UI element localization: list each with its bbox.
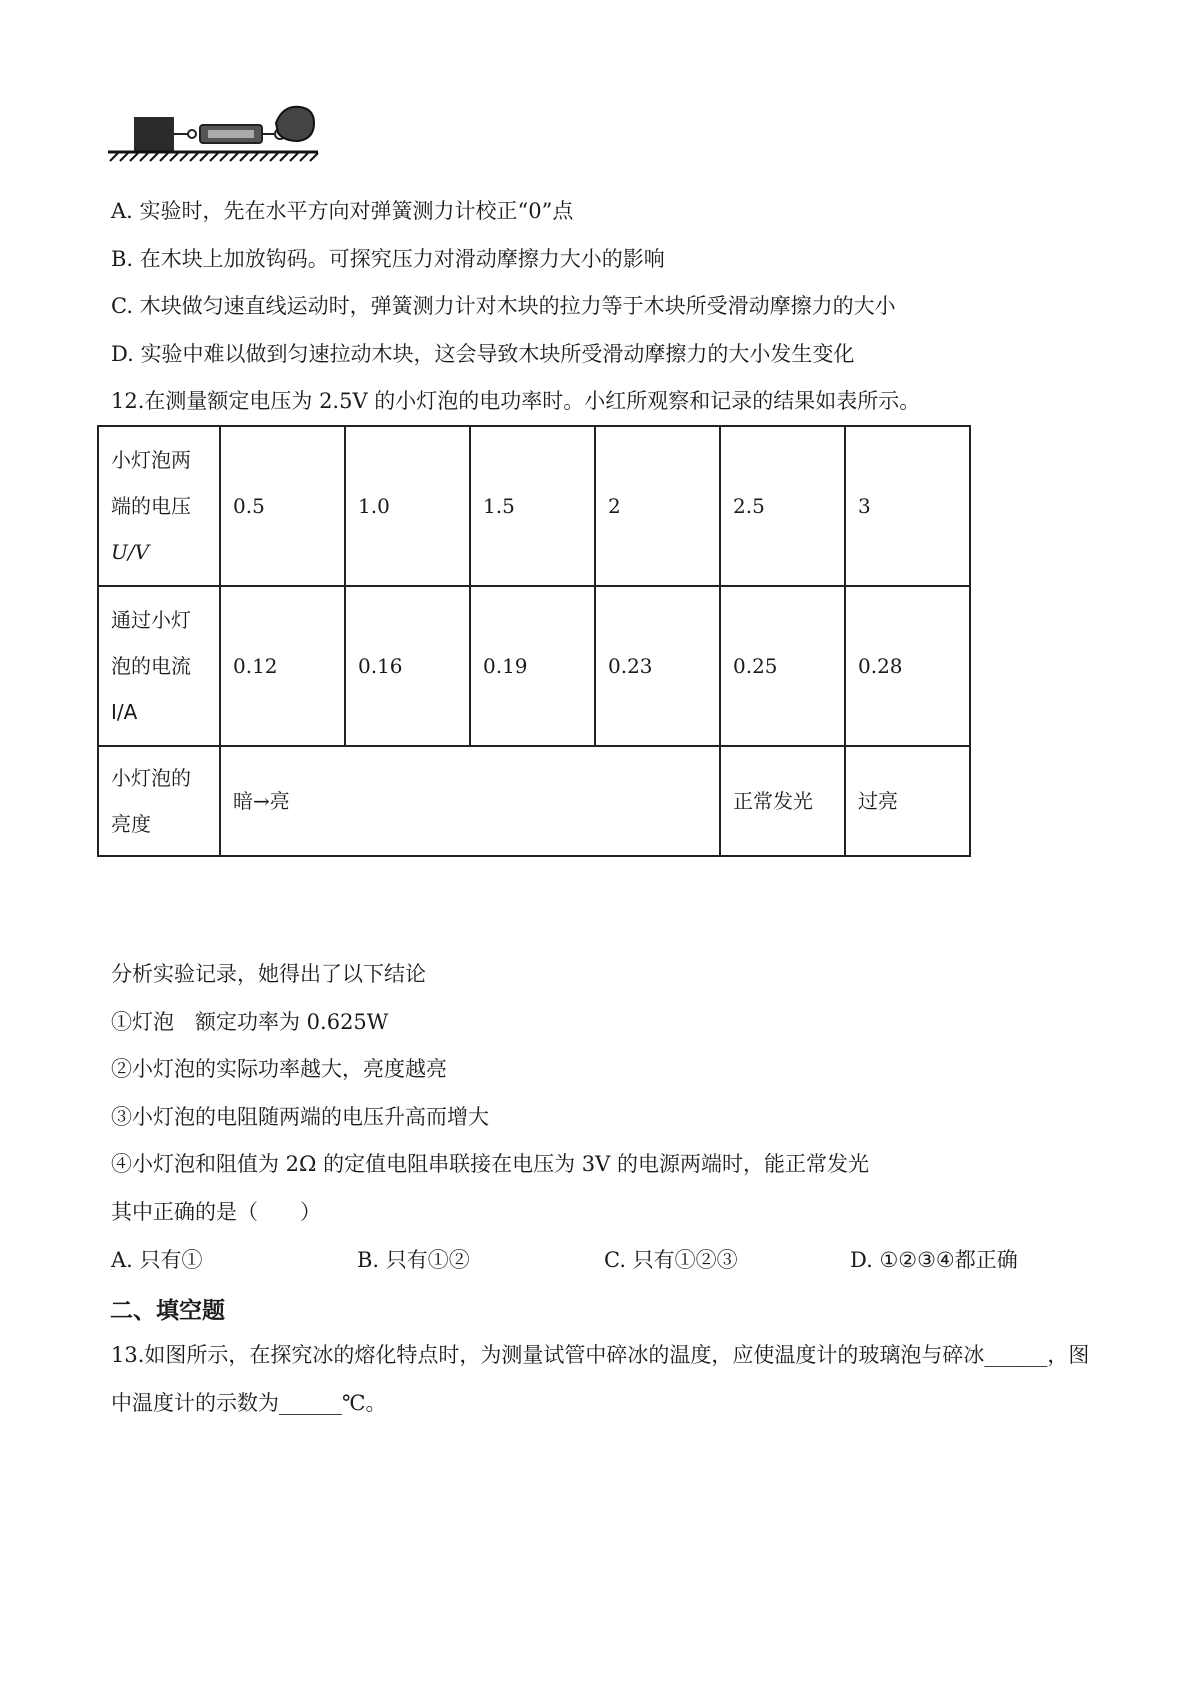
table-cell: 2.5: [720, 426, 845, 586]
header-line: 小灯泡两: [111, 448, 191, 472]
table-cell: 1.5: [470, 426, 595, 586]
header-line: 端的电压: [111, 494, 191, 518]
header-line: 通过小灯: [111, 608, 191, 632]
table-cell: 暗→亮: [220, 746, 720, 856]
table-cell: 2: [595, 426, 720, 586]
conclusion-4: ④小灯泡和阻值为 2Ω 的定值电阻串联接在电压为 3V 的电源两端时，能正常发光: [111, 1152, 869, 1176]
conclusion-2: ②小灯泡的实际功率越大，亮度越亮: [111, 1057, 447, 1081]
q12-option-c: C. 只有①②③: [604, 1248, 738, 1272]
measurement-table: [97, 425, 971, 857]
table-cell: 正常发光: [720, 746, 845, 856]
table-cell: 1.0: [345, 426, 470, 586]
option-c: C. 木块做匀速直线运动时，弹簧测力计对木块的拉力等于木块所受滑动摩擦力的大小: [111, 294, 896, 318]
table-row: [98, 586, 970, 746]
analysis-text: 分析实验记录，她得出了以下结论: [111, 962, 426, 986]
question-12-stem: 12.在测量额定电压为 2.5V 的小灯泡的电功率时。小红所观察和记录的结果如表所示。: [111, 389, 921, 413]
table-cell: 0.19: [470, 586, 595, 746]
table-cell: 0.16: [345, 586, 470, 746]
question-prompt: 其中正确的是（ ）: [111, 1200, 321, 1224]
table-cell: 0.28: [845, 586, 970, 746]
row-header-voltage: [98, 426, 220, 586]
wood-block: [134, 117, 174, 151]
header-line: 泡的电流: [111, 654, 191, 678]
hand-icon: [276, 107, 314, 141]
conclusion-1: ①灯泡 额定功率为 0.625W: [111, 1010, 389, 1034]
question-13-line1: 13.如图所示，在探究冰的熔化特点时，为测量试管中碎冰的温度，应使温度计的玻璃泡与碎冰______，图: [111, 1343, 1090, 1367]
question-13-line2: 中温度计的示数为______℃。: [111, 1391, 387, 1415]
header-line: 小灯泡的: [111, 766, 191, 790]
q12-option-a: A. 只有①: [111, 1248, 203, 1272]
table-cell: 0.23: [595, 586, 720, 746]
table-cell: 0.5: [220, 426, 345, 586]
table-row: [98, 746, 970, 856]
q12-option-d: D. ①②③④都正确: [850, 1248, 1018, 1272]
table-cell: 3: [845, 426, 970, 586]
row-header-brightness: [98, 746, 220, 856]
table-cell: 0.12: [220, 586, 345, 746]
table-row: [98, 426, 970, 586]
table-cell: 0.25: [720, 586, 845, 746]
option-b: B. 在木块上加放钩码。可探究压力对滑动摩擦力大小的影响: [111, 247, 665, 271]
option-a: A. 实验时，先在水平方向对弹簧测力计校正“0”点: [111, 199, 574, 223]
table-cell: 过亮: [845, 746, 970, 856]
option-d: D. 实验中难以做到匀速拉动木块，这会导致木块所受滑动摩擦力的大小发生变化: [111, 342, 855, 366]
friction-experiment-figure: [108, 103, 338, 175]
q12-option-b: B. 只有①②: [357, 1248, 470, 1272]
header-line: I/A: [111, 700, 138, 724]
section-title: 二、填空题: [110, 1298, 225, 1324]
header-line: 亮度: [111, 812, 151, 836]
conclusion-3: ③小灯泡的电阻随两端的电压升高而增大: [111, 1105, 489, 1129]
row-header-current: [98, 586, 220, 746]
header-line: U/V: [111, 540, 150, 564]
